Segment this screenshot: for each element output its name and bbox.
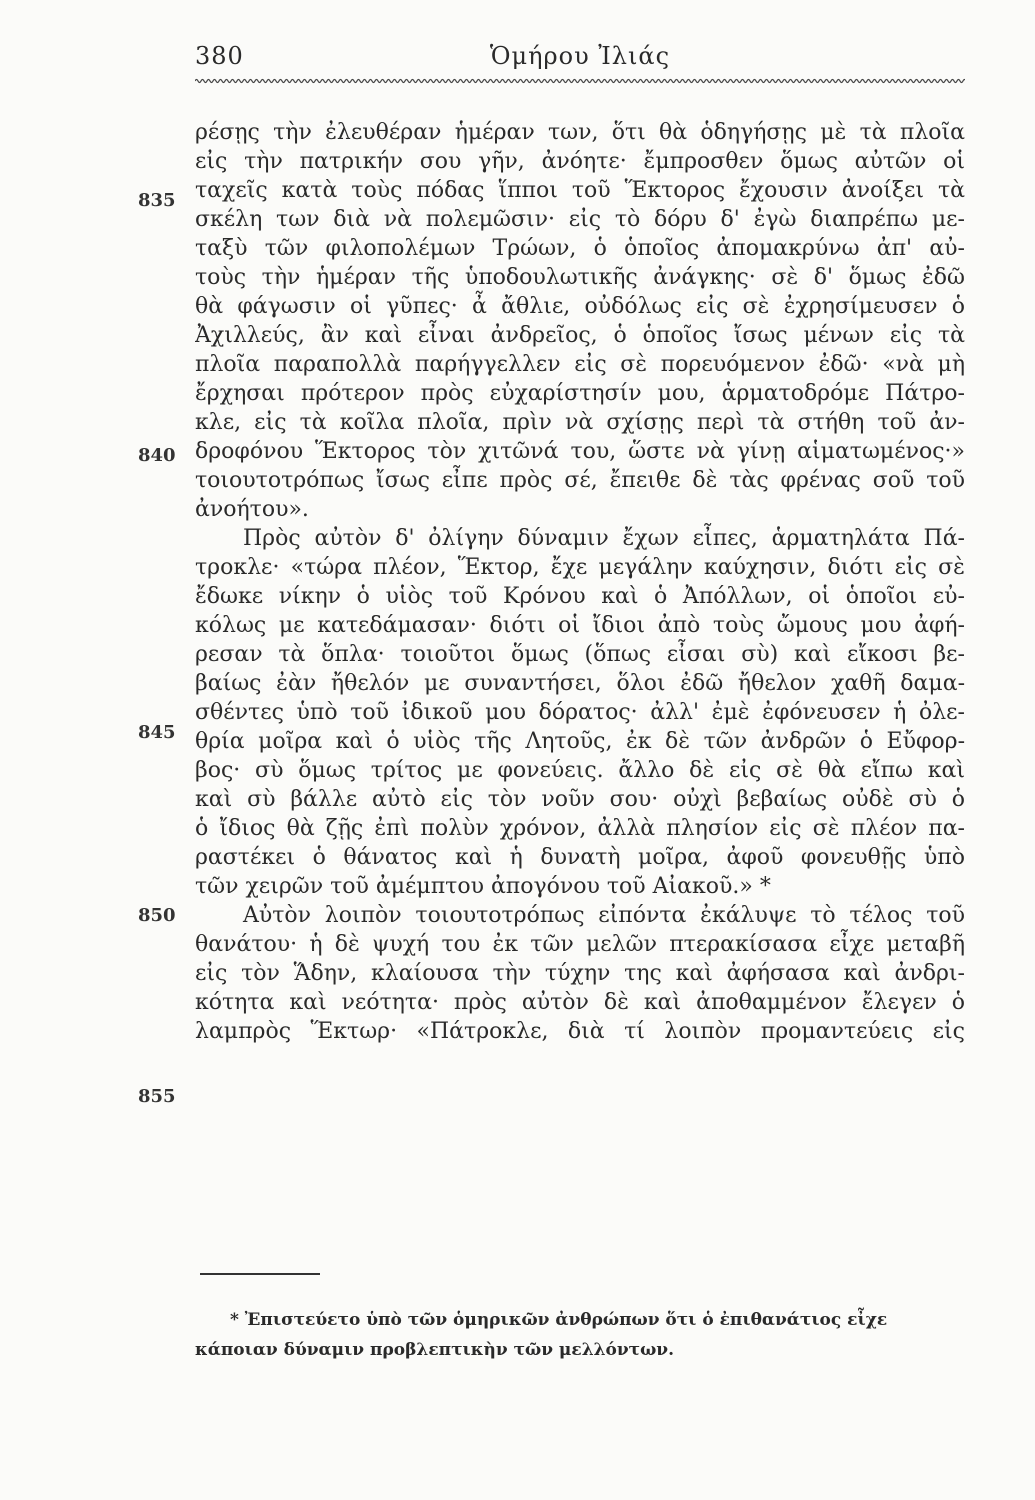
- footnote-rule: [200, 1273, 320, 1275]
- text-line: Ἀχιλλεύς, ἂν καὶ εἶναι ἀνδρεῖος, ὁ ὁποῖος ἴσως μένων εἰς τὰ: [195, 323, 965, 348]
- text-line: βαίως ἐὰν ἤθελόν με συναντήσει, ὅλοι ἐδῶ ἤθελον χαθῆ δαμα-: [195, 671, 965, 696]
- text-line: σθέντες ὑπὸ τοῦ ἰδικοῦ μου δόρατος· ἀλλ' ἐμὲ ἐφόνευσεν ἡ ὀλε-: [195, 700, 965, 725]
- text-line: κότητα καὶ νεότητα· πρὸς αὐτὸν δὲ καὶ ἀποθαμμένον ἔλεγεν ὁ: [195, 990, 965, 1015]
- text-line: ὁ ἴδιος θὰ ζῇς ἐπὶ πολὺν χρόνον, ἀλλὰ πλησίον εἰς σὲ πλέον πα-: [195, 816, 965, 841]
- text-line: ρεσαν τὰ ὅπλα· τοιοῦτοι ὅμως (ὅπως εἶσαι σὺ) καὶ εἴκοσι βε-: [195, 642, 965, 667]
- line-number: 845: [138, 722, 176, 743]
- line-number: 850: [138, 905, 176, 926]
- text-line: θανάτου· ἡ δὲ ψυχή του ἐκ τῶν μελῶν πτερακίσασα εἶχε μεταβῆ: [195, 932, 965, 957]
- text-line: σκέλη των διὰ νὰ πολεμῶσιν· εἰς τὸ δόρυ δ' ἐγὼ διαπρέπω με-: [195, 207, 965, 232]
- paragraph-start-line: Πρὸς αὐτὸν δ' ὀλίγην δύναμιν ἔχων εἶπες, ἁρματηλάτα Πά-: [243, 526, 965, 551]
- text-line: κλε, εἰς τὰ κοῖλα πλοῖα, πρὶν νὰ σχίσῃς περὶ τὰ στήθη τοῦ ἀν-: [195, 410, 965, 435]
- text-line: θρία μοῖρα καὶ ὁ υἱὸς τῆς Λητοῦς, ἐκ δὲ τῶν ἀνδρῶν ὁ Εὔφορ-: [195, 729, 965, 754]
- text-line: λαμπρὸς Ἕκτωρ· «Πάτροκλε, διὰ τί λοιπὸν προμαντεύεις εἰς: [195, 1019, 965, 1044]
- text-line: τροκλε· «τώρα πλέον, Ἕκτορ, ἔχε μεγάλην καύχησιν, διότι εἰς σὲ: [195, 555, 965, 580]
- text-line: ταξὺ τῶν φιλοπολέμων Τρώων, ὁ ὁποῖος ἀπομακρύνω ἀπ' αὐ-: [195, 236, 965, 261]
- running-title: Ὁμήρου Ἰλιάς: [489, 42, 671, 70]
- text-line: καὶ σὺ βάλλε αὐτὸ εἰς τὸν νοῦν σου· οὐχὶ βεβαίως οὐδὲ σὺ ὁ: [195, 787, 965, 812]
- text-line: ρέσῃς τὴν ἐλευθέραν ἡμέραν των, ὅτι θὰ ὁδηγήσῃς μὲ τὰ πλοῖα: [195, 120, 965, 145]
- text-line: τῶν χειρῶν τοῦ ἀμέμπτου ἀπογόνου τοῦ Αἰακοῦ.» *: [195, 874, 771, 899]
- footnote-line: κάποιαν δύναμιν προβλεπτικὴν τῶν μελλόντων.: [195, 1340, 675, 1360]
- text-line: ἔδωκε νίκην ὁ υἱὸς τοῦ Κρόνου καὶ ὁ Ἀπόλλων, οἱ ὁποῖοι εὐ-: [195, 584, 965, 609]
- text-line: εἰς τὸν Ἅδην, κλαίουσα τὴν τύχην της καὶ ἀφήσασα καὶ ἀνδρι-: [195, 961, 965, 986]
- text-line: ἀνοήτου».: [195, 497, 309, 522]
- text-line: θὰ φάγωσιν οἱ γῦπες· ἆ ἄθλιε, οὐδόλως εἰς σὲ ἐχρησίμευσεν ὁ: [195, 294, 965, 319]
- line-number: 835: [138, 190, 176, 211]
- text-line: ἔρχησαι πρότερον πρὸς εὐχαρίστησίν μου, ἁρματοδρόμε Πάτρο-: [195, 381, 965, 406]
- wavy-header-rule: [195, 76, 965, 86]
- text-line: εἰς τὴν πατρικήν σου γῆν, ἀνόητε· ἔμπροσθεν ὅμως αὐτῶν οἱ: [195, 149, 965, 174]
- text-line: δροφόνου Ἕκτορος τὸν χιτῶνά του, ὥστε νὰ γίνῃ αἱματωμένος·»: [195, 439, 965, 464]
- text-line: ραστέκει ὁ θάνατος καὶ ἡ δυνατὴ μοῖρα, ἀφοῦ φονευθῇς ὑπὸ: [195, 845, 965, 870]
- line-number: 855: [138, 1086, 176, 1107]
- footnote-line: * Ἐπιστεύετο ὑπὸ τῶν ὁμηρικῶν ἀνθρώπων ὅτι ὁ ἐπιθανάτιος εἶχε: [230, 1310, 888, 1330]
- page-number: 380: [195, 42, 244, 70]
- text-line: πλοῖα παραπολλὰ παρήγγελλεν εἰς σὲ πορευόμενον ἐδῶ· «νὰ μὴ: [195, 352, 965, 377]
- text-line: κόλως με κατεδάμασαν· διότι οἱ ἴδιοι ἀπὸ τοὺς ὤμους μου ἀφή-: [195, 613, 965, 638]
- paragraph-start-line: Αὐτὸν λοιπὸν τοιουτοτρόπως εἰπόντα ἐκάλυψε τὸ τέλος τοῦ: [243, 903, 965, 928]
- line-number: 840: [138, 445, 176, 466]
- text-line: βος· σὺ ὅμως τρίτος με φονεύεις. ἄλλο δὲ εἰς σὲ θὰ εἴπω καὶ: [195, 758, 965, 783]
- text-line: ταχεῖς κατὰ τοὺς πόδας ἵπποι τοῦ Ἕκτορος ἔχουσιν ἀνοίξει τὰ: [195, 178, 965, 203]
- text-line: τοὺς τὴν ἡμέραν τῆς ὑποδουλωτικῆς ἀνάγκης· σὲ δ' ὅμως ἐδῶ: [195, 265, 965, 290]
- text-line: τοιουτοτρόπως ἴσως εἶπε πρὸς σέ, ἔπειθε δὲ τὰς φρένας σοῦ τοῦ: [195, 468, 965, 493]
- page-header: [195, 38, 965, 78]
